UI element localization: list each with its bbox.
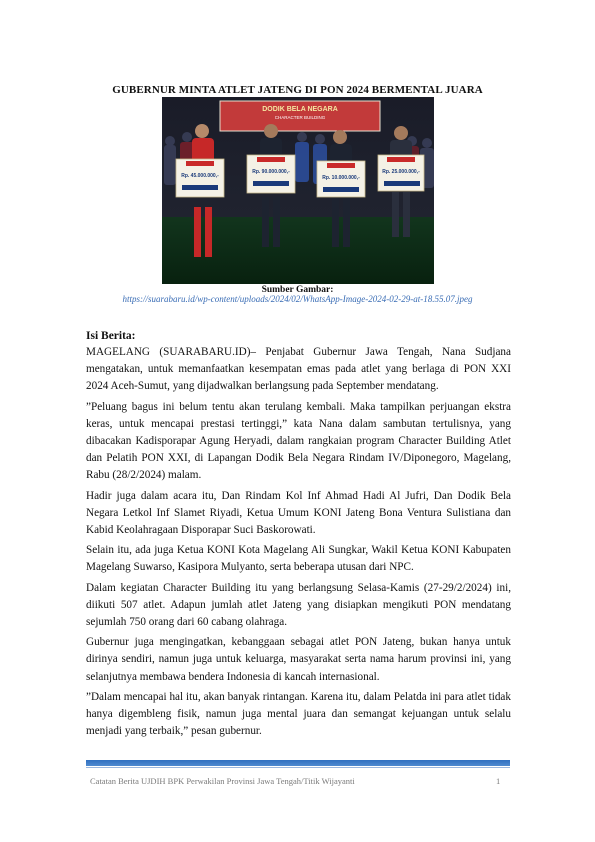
news-photo xyxy=(162,97,434,284)
article-paragraph: ”Dalam mencapai hal itu, akan banyak rintangan. Karena itu, dalam Pelatda ini para atlet tidak hanya digembleng fisik, namun juga mental juara dan semangat kejuangan untuk selalu menjadi yang terbaik,” pesan gubernur. xyxy=(86,690,511,738)
banner-subtitle: CHARACTER BUILDING xyxy=(274,115,326,120)
footer-text: Catatan Berita UJDIH BPK Perwakilan Provinsi Jawa Tengah/Titik Wijayanti xyxy=(90,776,355,786)
article-paragraph: Gubernur juga mengingatkan, kebanggaan sebagai atlet PON Jateng, bukan hanya untuk dirinya sendiri, namun juga untuk keluarga, masyarakat serta nama harum provinsi ini, yang selanjutnya membawa bendera Indonesia di kancah internasional. xyxy=(86,636,511,683)
board-amount-3: Rp. 10.000.000,- xyxy=(322,175,360,181)
document-title: GUBERNUR MINTA ATLET JATENG DI PON 2024 BERMENTAL JUARA xyxy=(112,84,483,96)
banner-title: DODIK BELA NEGARA xyxy=(262,106,338,113)
photo-illustration xyxy=(162,97,434,284)
board-amount-1: Rp. 45.000.000,- xyxy=(181,173,219,179)
footer-divider xyxy=(86,760,510,766)
image-source-label: Sumber Gambar: xyxy=(261,285,334,295)
board-amount-4: Rp. 25.000.000,- xyxy=(382,169,420,175)
article-paragraph: Selain itu, ada juga Ketua KONI Kota Magelang Ali Sungkar, Wakil Ketua KONI Kabupaten Magelang Suwarso, Kasipora Mulyanto, serta beberapa utusan dari NPC. xyxy=(86,544,511,574)
article-body xyxy=(86,344,511,743)
board-amount-2: Rp. 90.000.000,- xyxy=(252,169,290,175)
article-paragraph: ”Peluang bagus ini belum tentu akan terulang kembali. Maka tampilkan perjuangan ekstra keras, untuk mencapai prestasi tertinggi,” kata Nana dalam sambutan tertulisnya, yang dibacakan Kadisporapar Agung Heryadi, dalam rangkaian program Character Building Atlet dan Pelatih PON XXI, di Lapangan Dodik Bela Negara Rindam IV/Diponegoro, Magelang, Rabu (28/2/2024) malam. xyxy=(86,400,511,482)
page-number: 1 xyxy=(496,776,501,786)
image-source-url[interactable]: https://suarabaru.id/wp-content/uploads/2024/02/WhatsApp-Image-2024-02-29-at-18.55.07.jpeg xyxy=(122,294,473,304)
article-paragraph: Hadir juga dalam acara itu, Dan Rindam Kol Inf Ahmad Hadi Al Jufri, Dan Dodik Bela Negara Letkol Inf Slamet Riyadi, Ketua Umum KONI Jateng Bona Ventura Sulistiana dan Kabid Keolahragaan Disporapar Suci Baskorowati. xyxy=(86,489,511,537)
section-label: Isi Berita: xyxy=(86,330,136,342)
article-paragraph: Dalam kegiatan Character Building itu yang berlangsung Selasa-Kamis (27-29/2/2024) ini, diikuti 507 atlet. Adapun jumlah atlet Jateng yang disiapkan mengikuti PON mendatang sejumlah 750 orang dari 60 cabang olahraga. xyxy=(86,581,511,629)
article-paragraph: MAGELANG (SUARABARU.ID)– Penjabat Gubernur Jawa Tengah, Nana Sudjana mengatakan, untuk memanfaatkan kesempatan emas pada atlet yang berlaga di PON XXI 2024 Aceh-Sumut, yang dijadwalkan berlangsung pada September mendatang. xyxy=(86,346,511,393)
footer-divider-thin xyxy=(86,767,510,768)
